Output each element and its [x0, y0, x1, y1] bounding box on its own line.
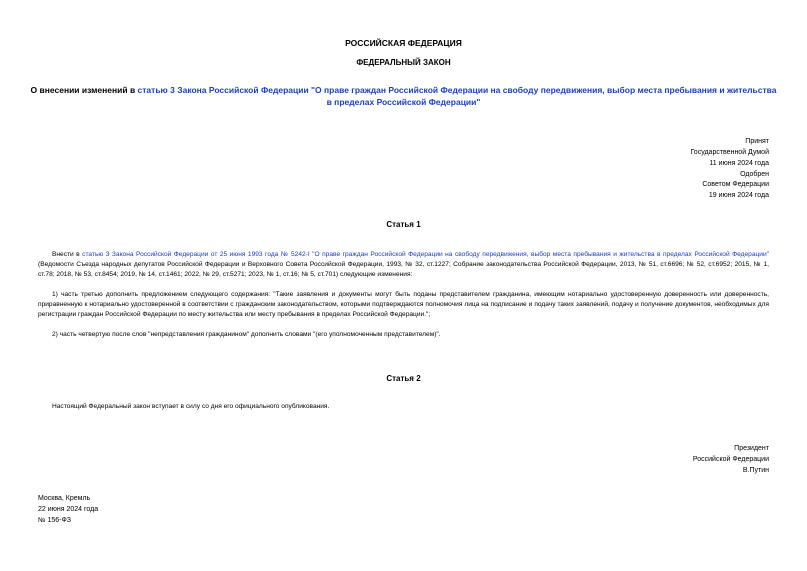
- signature-title: Российской Федерации: [692, 455, 769, 463]
- law-number: № 156-ФЗ: [38, 516, 72, 524]
- adoption-date: 11 июня 2024 года: [709, 159, 769, 167]
- law-type-heading: ФЕДЕРАЛЬНЫЙ ЗАКОН: [356, 58, 451, 67]
- approval-line: Одобрен: [740, 170, 769, 178]
- country-heading: РОССИЙСКАЯ ФЕДЕРАЦИЯ: [345, 38, 462, 48]
- signing-date: 22 июня 2024 года: [38, 505, 99, 513]
- adoption-line: Принят: [745, 138, 769, 145]
- referenced-law-link[interactable]: статью 3 Закона Российской Федерации от 25 июня 1993 года № 5242-I "О праве граждан Российской Федерации на свободу передвижения, выбор места пребывания и жительства в пределах Российской Федерации": [82, 251, 769, 258]
- article-1-item-2: 2) часть четвертую после слов "непредставления гражданином" дополнить словами "(его уполномоченным представителем)".: [52, 331, 441, 338]
- signature-name: В.Путин: [742, 466, 769, 474]
- article-1-item-1: 1) часть третью дополнить предложением следующего содержания: "Такие заявления и документы могут быть поданы представителем гражданина, имеющим нотариально удостоверенную доверенность или доверенность, приравненную к нотариально удостоверенной в соответствии с гражданским законодательством, которыми подтверждаются полномочия лица на подписание и подачу таких заявлений, подачу и получение документов, необходимых для регистрации граждан Российской Федерации по месту жительства или месту пребывания в пределах Российской Федерации.";: [38, 291, 769, 319]
- article-2-text: Настоящий Федеральный закон вступает в силу со дня его официального опубликования.: [52, 403, 330, 410]
- signature-title: Президент: [734, 445, 769, 452]
- adoption-block: [569, 137, 769, 202]
- approval-date: 19 июня 2024 года: [708, 192, 769, 200]
- article-1-intro: [38, 250, 769, 281]
- article-1-heading: Статья 1: [386, 220, 421, 229]
- approval-line: Советом Федерации: [702, 181, 769, 189]
- intro-prefix: Внести в: [52, 251, 83, 258]
- law-title-prefix: О внесении изменений в: [30, 85, 138, 95]
- intro-suffix: (Ведомости Съезда народных депутатов Российской Федерации и Верховного Совета Российской Федерации, 1993, № 32, ст.1227; Собрание законодательства Российской Федерации, 2013, № 51, ст.6696; № 52, ст.6952; 2015, № 1, ст.78; 2018, № 53, ст.8454; 2019, № 14, ст.1461; 2022, № 29, ст.5271; 2023, № 1, ст.16; № 5, ст.701) следующие изменения:: [38, 261, 769, 279]
- law-title: [30, 85, 777, 109]
- signature-block: [569, 444, 769, 477]
- place-date-block: [38, 494, 238, 527]
- law-title-link[interactable]: статью 3 Закона Российской Федерации "О праве граждан Российской Федерации на свободу передвижения, выбор места пребывания и жительства в пределах Российской Федерации": [137, 85, 777, 107]
- article-2-heading: Статья 2: [386, 374, 421, 383]
- place: Москва, Кремль: [38, 495, 91, 502]
- adoption-line: Государственной Думой: [690, 148, 769, 156]
